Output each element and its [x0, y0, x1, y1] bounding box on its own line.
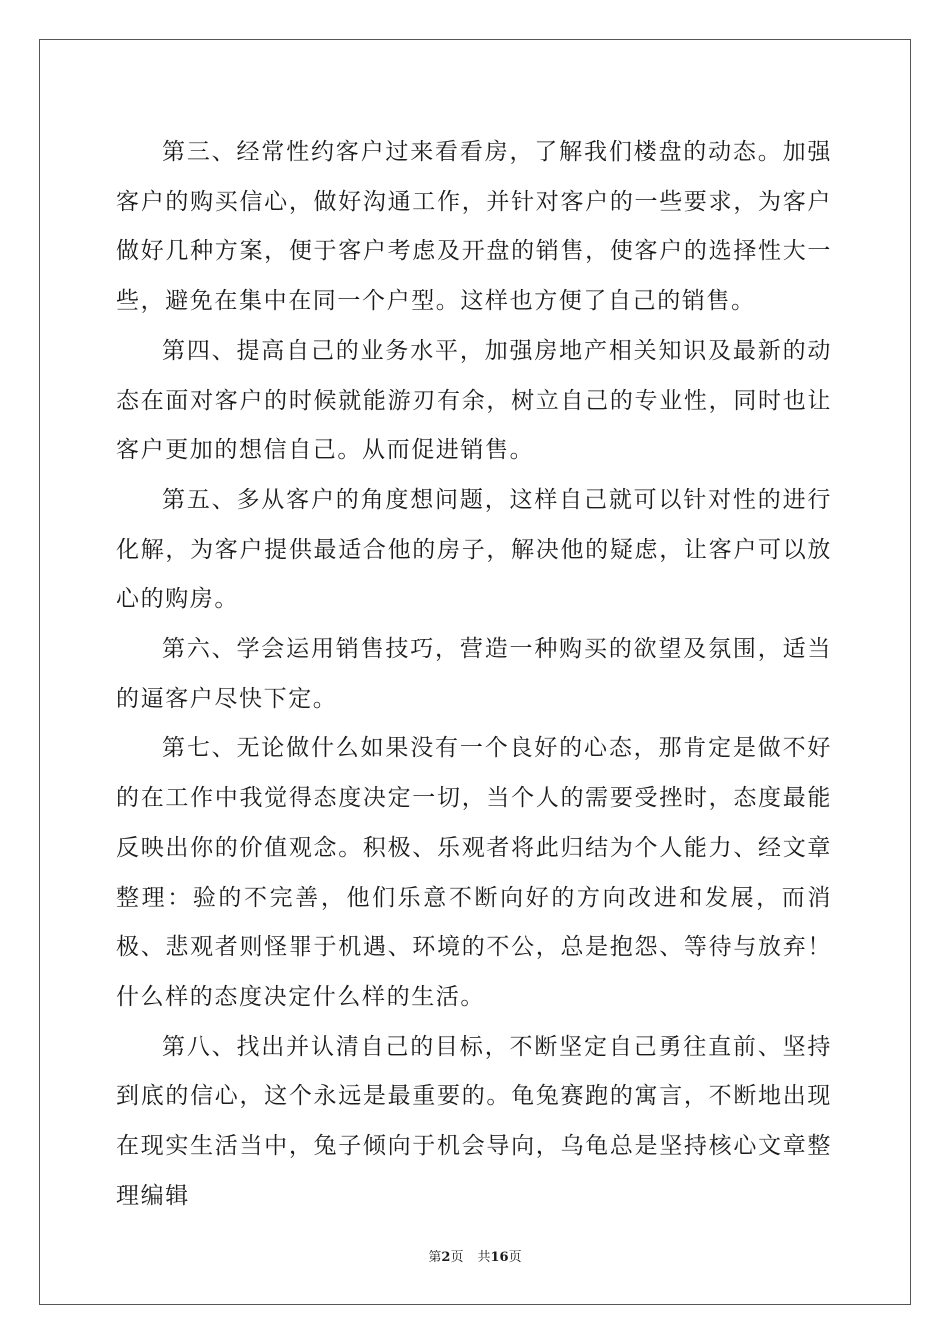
- page-prefix: 第: [428, 1250, 442, 1265]
- total-page-count: 16: [490, 1250, 509, 1265]
- paragraph-3: 第三、经常性约客户过来看看房，了解我们楼盘的动态。加强客户的购买信心，做好沟通工作，并针对客户的一些要求，为客户做好几种方案，便于客户考虑及开盘的销售，使客户的选择性大一些，避免在集中在同一个户型。这样也方便了自己的销售。: [116, 139, 832, 315]
- paragraph-5: 第五、多从客户的角度想问题，这样自己就可以针对性的进行化解，为客户提供最适合他的房子，解决他的疑虑，让客户可以放心的购房。: [116, 486, 832, 613]
- total-suffix: 页: [508, 1250, 522, 1265]
- paragraph-8: 第八、找出并认清自己的目标，不断坚定自己勇往直前、坚持到底的信心，这个永远是最重要的。龟兔赛跑的寓言，不断地出现在现实生活当中，兔子倾向于机会导向，乌龟总是坚持核心文章整理编辑: [116, 1033, 832, 1209]
- total-prefix: 共: [477, 1250, 491, 1265]
- current-page-number: 2: [441, 1250, 451, 1265]
- paragraph-4: 第四、提高自己的业务水平，加强房地产相关知识及最新的动态在面对客户的时候就能游刃有余，树立自己的专业性，同时也让客户更加的想信自己。从而促进销售。: [116, 337, 832, 464]
- page-suffix: 页: [450, 1250, 464, 1265]
- paragraph-6: 第六、学会运用销售技巧，营造一种购买的欲望及氛围，适当的逼客户尽快下定。: [116, 636, 832, 712]
- page-footer: [0, 1246, 950, 1265]
- document-body: [116, 128, 832, 1221]
- paragraph-7: 第七、无论做什么如果没有一个良好的心态，那肯定是做不好的在工作中我觉得态度决定一切，当个人的需要受挫时，态度最能反映出你的价值观念。积极、乐观者将此归结为个人能力、经文章整理：验的不完善，他们乐意不断向好的方向改进和发展，而消极、悲观者则怪罪于机遇、环境的不公，总是抱怨、等待与放弃！什么样的态度决定什么样的生活。: [116, 735, 832, 1010]
